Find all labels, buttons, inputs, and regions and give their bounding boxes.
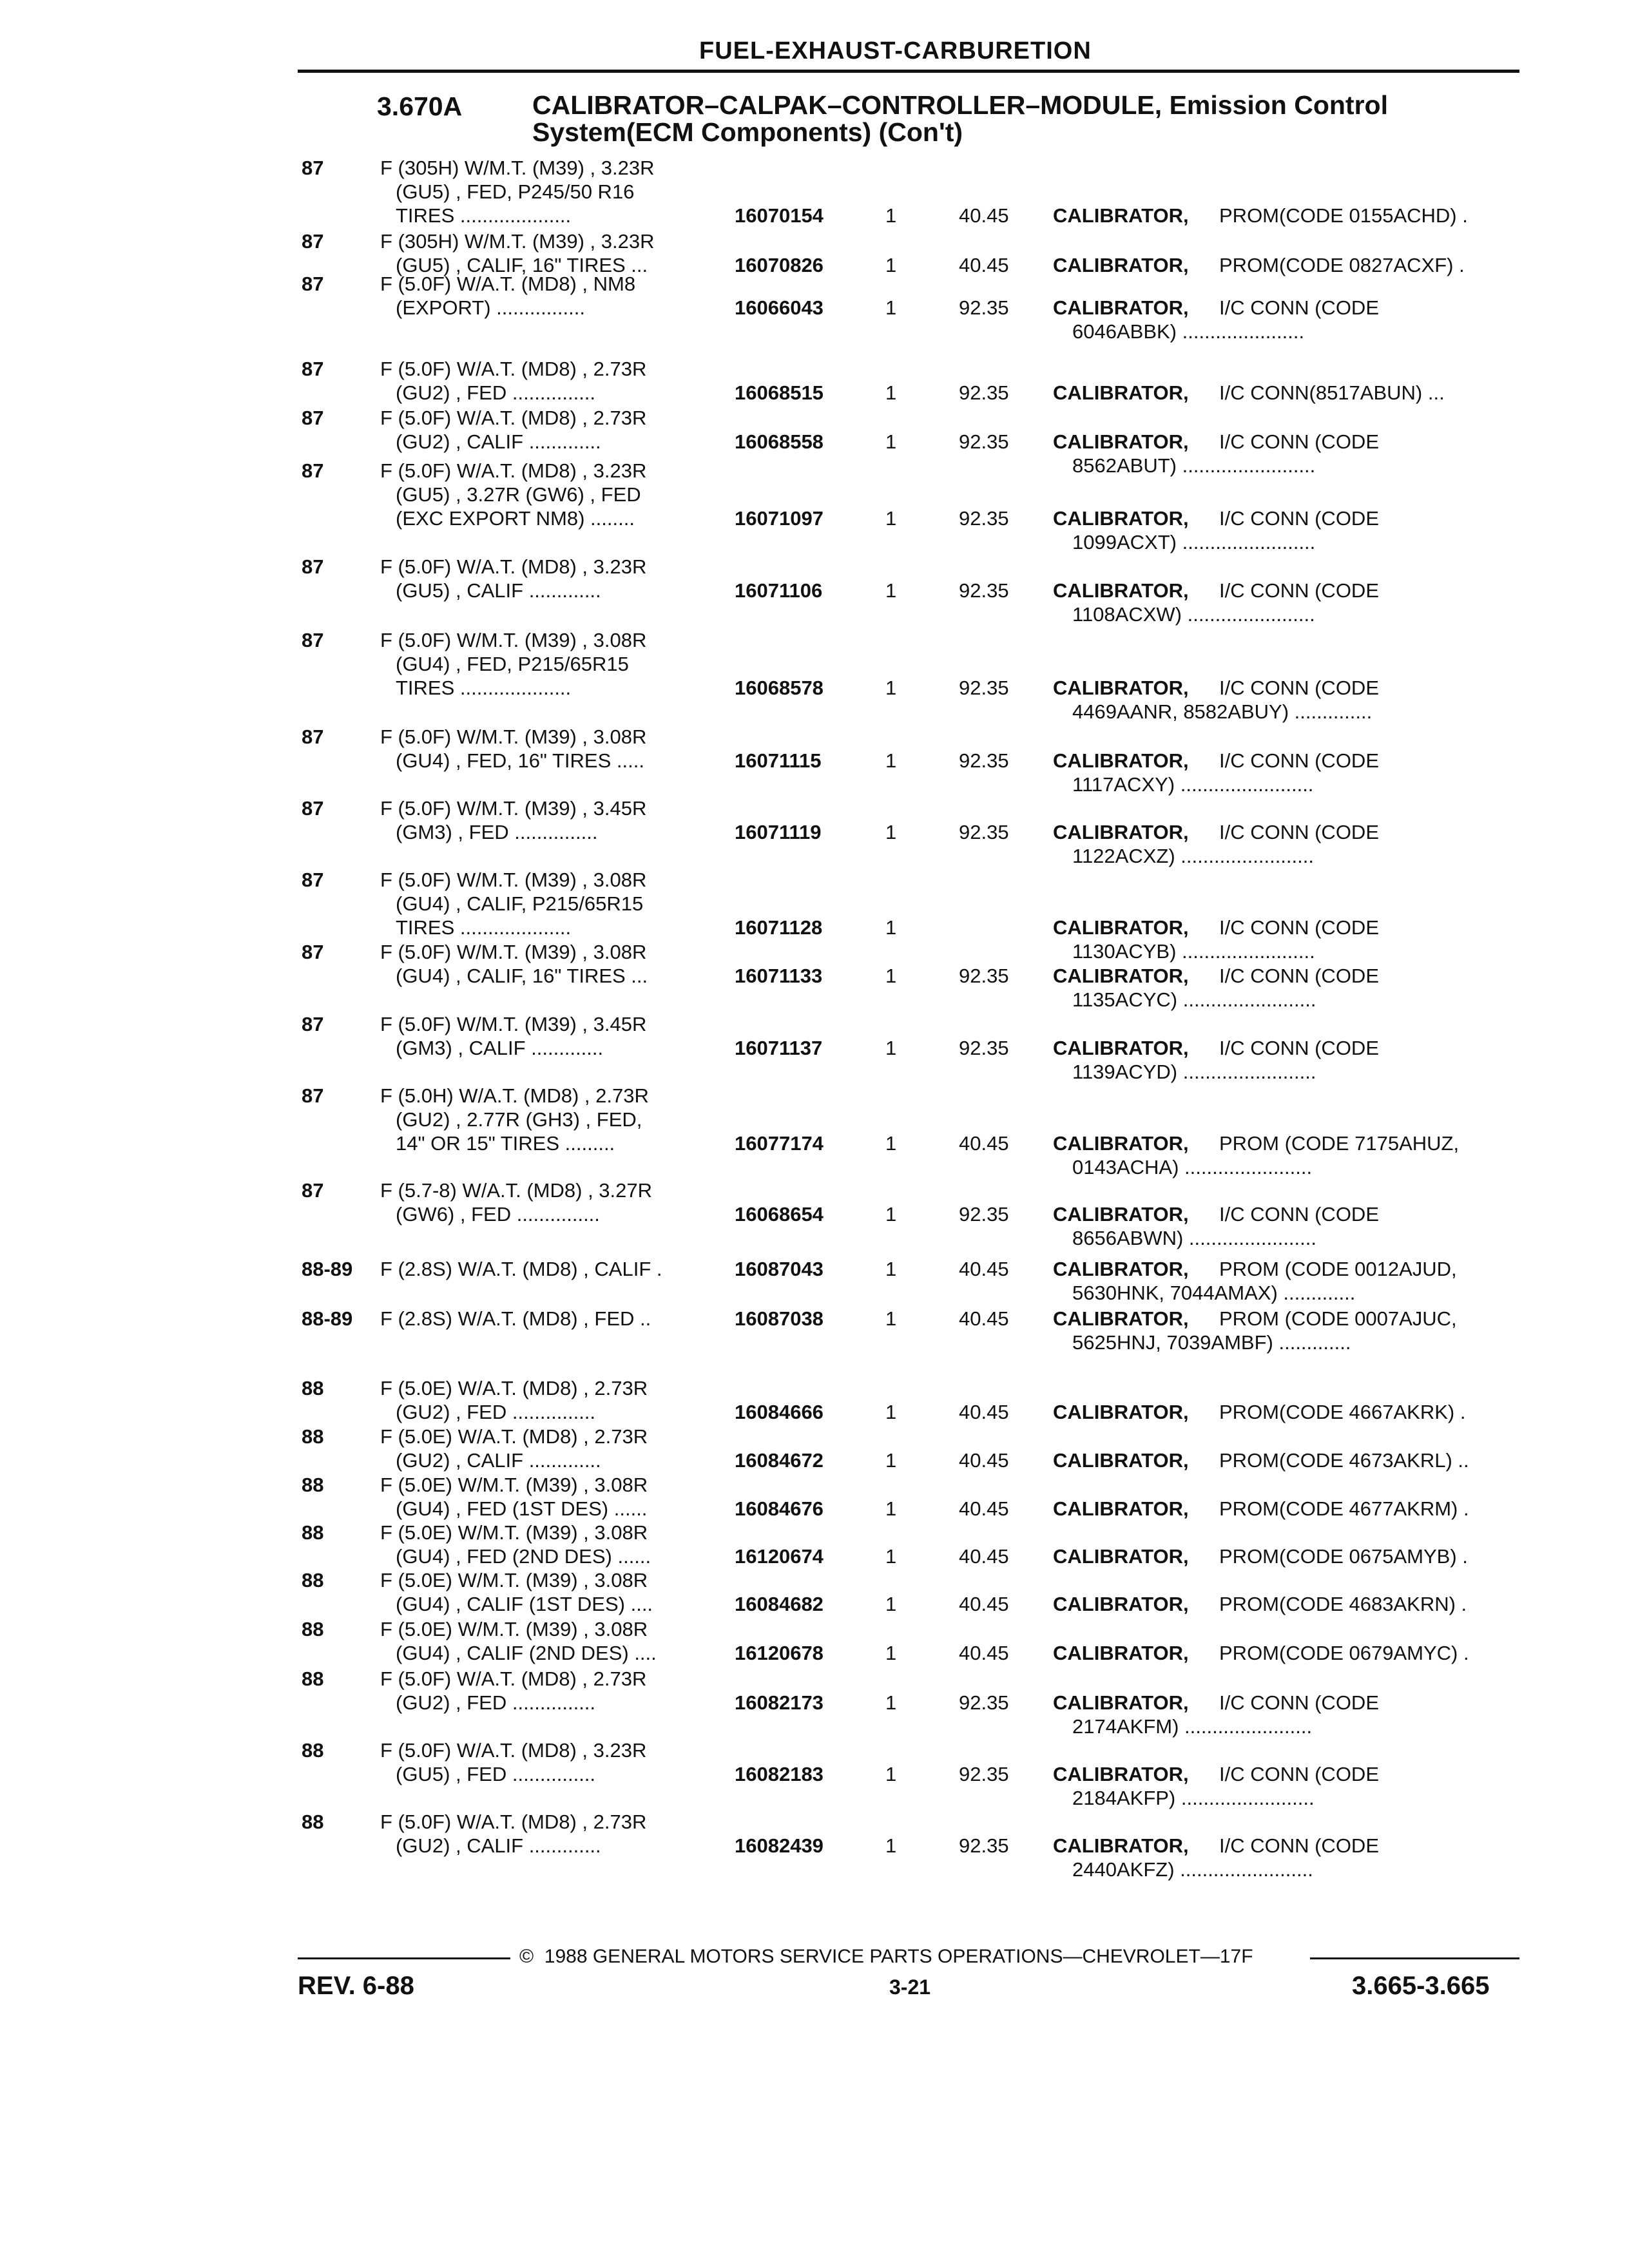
row-part-number: 16084682 xyxy=(735,1593,824,1615)
row-price: 40.45 xyxy=(959,1449,1009,1472)
row-description-line: (GU2) , 2.77R (GH3) , FED, xyxy=(396,1108,642,1131)
footer-section-range: 3.665-3.665 xyxy=(1352,1972,1490,2000)
row-quantity: 1 xyxy=(885,1691,897,1714)
row-quantity: 1 xyxy=(885,965,897,987)
row-quantity: 1 xyxy=(885,507,897,530)
row-part-name: CALIBRATOR, xyxy=(1053,1497,1189,1520)
row-quantity: 1 xyxy=(885,1307,897,1330)
row-part-name: CALIBRATOR, xyxy=(1053,430,1189,453)
row-year: 87 xyxy=(302,407,324,429)
row-part-name: CALIBRATOR, xyxy=(1053,1449,1189,1472)
row-part-detail: PROM(CODE 0679AMYC) . xyxy=(1219,1642,1469,1664)
row-part-name: CALIBRATOR, xyxy=(1053,1203,1189,1225)
row-description-line: (GU4) , FED (1ST DES) ...... xyxy=(396,1497,648,1520)
row-description-line: (GU4) , CALIF (2ND DES) .... xyxy=(396,1642,657,1664)
row-part-number: 16084676 xyxy=(735,1497,824,1520)
row-year: 88 xyxy=(302,1474,324,1496)
row-part-name: CALIBRATOR, xyxy=(1053,916,1189,939)
row-quantity: 1 xyxy=(885,1763,897,1785)
row-part-number: 16084672 xyxy=(735,1449,824,1472)
row-description-line: (GU4) , FED, 16" TIRES ..... xyxy=(396,749,644,772)
row-description-line: F (5.0F) W/A.T. (MD8) , 3.23R xyxy=(380,1739,647,1762)
row-description-line: (GU4) , FED, P215/65R15 xyxy=(396,653,629,675)
row-part-detail: 1099ACXT) ........................ xyxy=(1072,531,1316,553)
row-description-line: (GU5) , 3.27R (GW6) , FED xyxy=(396,483,641,506)
row-part-detail: 2184AKFP) ........................ xyxy=(1072,1787,1315,1809)
row-description-line: (EXC EXPORT NM8) ........ xyxy=(396,507,635,530)
row-description-line: F (5.7-8) W/A.T. (MD8) , 3.27R xyxy=(380,1179,653,1202)
row-part-number: 16084666 xyxy=(735,1401,824,1423)
row-description-line: (GU5) , FED ............... xyxy=(396,1763,596,1785)
row-price: 40.45 xyxy=(959,1307,1009,1330)
row-part-detail: I/C CONN (CODE xyxy=(1219,1834,1379,1857)
row-part-detail: I/C CONN (CODE xyxy=(1219,579,1379,602)
row-part-detail: 4469AANR, 8582ABUY) .............. xyxy=(1072,700,1373,723)
row-part-number: 16070826 xyxy=(735,254,824,276)
row-quantity: 1 xyxy=(885,916,897,939)
row-part-name: CALIBRATOR, xyxy=(1053,1545,1189,1568)
row-part-number: 16087038 xyxy=(735,1307,824,1330)
row-part-name: CALIBRATOR, xyxy=(1053,1132,1189,1155)
row-description-line: (GU4) , FED (2ND DES) ...... xyxy=(396,1545,651,1568)
row-year: 88-89 xyxy=(302,1258,353,1280)
row-quantity: 1 xyxy=(885,204,897,227)
row-part-number: 16071137 xyxy=(735,1037,823,1059)
row-price: 40.45 xyxy=(959,204,1009,227)
row-part-number: 16077174 xyxy=(735,1132,824,1155)
row-description-line: (GU5) , FED, P245/50 R16 xyxy=(396,180,635,203)
row-part-detail: I/C CONN (CODE xyxy=(1219,1203,1379,1225)
row-part-detail: 1108ACXW) ....................... xyxy=(1072,603,1315,626)
row-part-name: CALIBRATOR, xyxy=(1053,1401,1189,1423)
row-part-detail: PROM (CODE 7175AHUZ, xyxy=(1219,1132,1460,1155)
row-part-detail: I/C CONN (CODE xyxy=(1219,821,1379,843)
row-quantity: 1 xyxy=(885,677,897,699)
row-description-line: F (5.0H) W/A.T. (MD8) , 2.73R xyxy=(380,1084,649,1107)
row-description-line: F (5.0F) W/M.T. (M39) , 3.45R xyxy=(380,1013,647,1035)
row-description-line: (GU4) , CALIF, 16" TIRES ... xyxy=(396,965,648,987)
row-part-number: 16082173 xyxy=(735,1691,824,1714)
row-description-line: F (5.0F) W/M.T. (M39) , 3.45R xyxy=(380,797,647,820)
row-part-detail: 8656ABWN) ....................... xyxy=(1072,1227,1316,1249)
row-description-line: F (5.0F) W/A.T. (MD8) , 2.73R xyxy=(380,358,647,380)
row-part-name: CALIBRATOR, xyxy=(1053,749,1189,772)
row-part-detail: I/C CONN (CODE xyxy=(1219,965,1379,987)
row-part-name: CALIBRATOR, xyxy=(1053,965,1189,987)
row-description-line: (GU4) , CALIF (1ST DES) .... xyxy=(396,1593,653,1615)
row-year: 88 xyxy=(302,1569,324,1591)
row-part-number: 16071128 xyxy=(735,916,823,939)
row-year: 88 xyxy=(302,1425,324,1448)
row-part-number: 16087043 xyxy=(735,1258,824,1280)
row-year: 87 xyxy=(302,273,324,295)
row-description-line: (GU4) , CALIF, P215/65R15 xyxy=(396,892,644,915)
row-price: 92.35 xyxy=(959,579,1009,602)
row-year: 88-89 xyxy=(302,1307,353,1330)
row-quantity: 1 xyxy=(885,430,897,453)
row-description-line: (GU2) , FED ............... xyxy=(396,1401,596,1423)
row-description-line: (GU2) , FED ............... xyxy=(396,1691,596,1714)
row-part-name: CALIBRATOR, xyxy=(1053,677,1189,699)
row-description-line: F (5.0E) W/M.T. (M39) , 3.08R xyxy=(380,1474,648,1496)
row-part-detail: 1117ACXY) ........................ xyxy=(1072,773,1314,796)
row-part-number: 16071097 xyxy=(735,507,824,530)
row-part-detail: I/C CONN (CODE xyxy=(1219,430,1379,453)
row-description-line: (GU2) , CALIF ............. xyxy=(396,1449,601,1472)
row-price: 92.35 xyxy=(959,1203,1009,1225)
row-description-line: (GU2) , CALIF ............. xyxy=(396,430,601,453)
row-part-number: 16068558 xyxy=(735,430,824,453)
row-part-number: 16070154 xyxy=(735,204,824,227)
row-part-detail: I/C CONN (CODE xyxy=(1219,507,1379,530)
row-part-detail: 1139ACYD) ........................ xyxy=(1072,1061,1316,1083)
row-part-detail: 5630HNK, 7044AMAX) ............. xyxy=(1072,1282,1356,1304)
row-part-name: CALIBRATOR, xyxy=(1053,1258,1189,1280)
row-year: 87 xyxy=(302,726,324,748)
row-part-name: CALIBRATOR, xyxy=(1053,1642,1189,1664)
row-part-number: 16071115 xyxy=(735,749,822,772)
row-description-line: F (2.8S) W/A.T. (MD8) , FED .. xyxy=(380,1307,651,1330)
row-year: 87 xyxy=(302,157,324,179)
row-part-detail: I/C CONN (CODE xyxy=(1219,1763,1379,1785)
row-year: 87 xyxy=(302,1013,324,1035)
row-description-line: F (5.0E) W/M.T. (M39) , 3.08R xyxy=(380,1618,648,1640)
row-part-detail: 1130ACYB) ........................ xyxy=(1072,940,1315,963)
row-quantity: 1 xyxy=(885,1593,897,1615)
row-part-detail: I/C CONN (CODE xyxy=(1219,1037,1379,1059)
row-price: 92.35 xyxy=(959,1834,1009,1857)
row-year: 87 xyxy=(302,1084,324,1107)
row-part-detail: PROM (CODE 0007AJUC, xyxy=(1219,1307,1457,1330)
row-quantity: 1 xyxy=(885,1642,897,1664)
row-part-number: 16120678 xyxy=(735,1642,824,1664)
row-part-number: 16071133 xyxy=(735,965,823,987)
row-year: 87 xyxy=(302,358,324,380)
row-description-line: F (5.0F) W/M.T. (M39) , 3.08R xyxy=(380,726,647,748)
row-description-line: F (5.0F) W/A.T. (MD8) , NM8 xyxy=(380,273,636,295)
section-title: CALIBRATOR–CALPAK–CONTROLLER–MODULE, Emission Control System(ECM Components) (Con't) xyxy=(532,90,1388,147)
row-year: 87 xyxy=(302,941,324,963)
row-part-number: 16082439 xyxy=(735,1834,824,1857)
row-part-name: CALIBRATOR, xyxy=(1053,1037,1189,1059)
row-quantity: 1 xyxy=(885,1037,897,1059)
footer-rule-right xyxy=(1310,1957,1519,1959)
row-part-detail: I/C CONN (CODE xyxy=(1219,296,1379,319)
row-year: 87 xyxy=(302,1179,324,1202)
row-part-detail: I/C CONN (CODE xyxy=(1219,916,1379,939)
row-part-detail: PROM(CODE 4677AKRM) . xyxy=(1219,1497,1469,1520)
row-part-name: CALIBRATOR, xyxy=(1053,254,1189,276)
row-description-line: TIRES .................... xyxy=(396,677,572,699)
row-part-detail: PROM (CODE 0012AJUD, xyxy=(1219,1258,1457,1280)
row-part-name: CALIBRATOR, xyxy=(1053,1307,1189,1330)
row-quantity: 1 xyxy=(885,1258,897,1280)
row-quantity: 1 xyxy=(885,381,897,404)
row-price: 40.45 xyxy=(959,1545,1009,1568)
row-year: 87 xyxy=(302,629,324,651)
footer-copyright: © 1988 GENERAL MOTORS SERVICE PARTS OPERATIONS—CHEVROLET—17F xyxy=(519,1946,1253,1967)
row-part-name: CALIBRATOR, xyxy=(1053,579,1189,602)
row-description-line: F (5.0F) W/A.T. (MD8) , 2.73R xyxy=(380,407,647,429)
row-description-line: F (5.0F) W/A.T. (MD8) , 3.23R xyxy=(380,459,647,482)
row-description-line: TIRES .................... xyxy=(396,916,572,939)
row-part-detail: 6046ABBK) ...................... xyxy=(1072,320,1305,343)
row-price: 92.35 xyxy=(959,381,1009,404)
row-quantity: 1 xyxy=(885,296,897,319)
row-price: 92.35 xyxy=(959,507,1009,530)
row-part-number: 16068578 xyxy=(735,677,824,699)
row-quantity: 1 xyxy=(885,1834,897,1857)
row-price: 92.35 xyxy=(959,821,1009,843)
row-part-detail: 2440AKFZ) ........................ xyxy=(1072,1858,1313,1881)
row-part-detail: I/C CONN(8517ABUN) ... xyxy=(1219,381,1445,404)
row-part-name: CALIBRATOR, xyxy=(1053,821,1189,843)
row-year: 88 xyxy=(302,1811,324,1833)
row-part-number: 16071106 xyxy=(735,579,823,602)
row-part-detail: PROM(CODE 0827ACXF) . xyxy=(1219,254,1465,276)
row-part-detail: 1135ACYC) ........................ xyxy=(1072,988,1316,1011)
row-year: 87 xyxy=(302,459,324,482)
row-description-line: (GU2) , CALIF ............. xyxy=(396,1834,601,1857)
row-price: 92.35 xyxy=(959,1037,1009,1059)
row-part-name: CALIBRATOR, xyxy=(1053,1593,1189,1615)
row-description-line: (GU5) , CALIF, 16" TIRES ... xyxy=(396,254,648,276)
row-description-line: F (5.0F) W/M.T. (M39) , 3.08R xyxy=(380,869,647,891)
row-description-line: F (5.0E) W/M.T. (M39) , 3.08R xyxy=(380,1569,648,1591)
row-price: 92.35 xyxy=(959,677,1009,699)
row-quantity: 1 xyxy=(885,579,897,602)
row-description-line: (GU2) , FED ............... xyxy=(396,381,596,404)
row-part-number: 16082183 xyxy=(735,1763,824,1785)
row-price: 92.35 xyxy=(959,1763,1009,1785)
row-part-detail: PROM(CODE 0155ACHD) . xyxy=(1219,204,1468,227)
footer-rule-left xyxy=(298,1957,510,1959)
row-description-line: (GW6) , FED ............... xyxy=(396,1203,600,1225)
row-description-line: F (2.8S) W/A.T. (MD8) , CALIF . xyxy=(380,1258,662,1280)
row-quantity: 1 xyxy=(885,1497,897,1520)
row-part-detail: 2174AKFM) ....................... xyxy=(1072,1715,1313,1738)
row-quantity: 1 xyxy=(885,821,897,843)
row-description-line: (EXPORT) ................ xyxy=(396,296,585,319)
row-price: 92.35 xyxy=(959,296,1009,319)
row-year: 87 xyxy=(302,230,324,253)
row-description-line: (GU5) , CALIF ............. xyxy=(396,579,601,602)
row-price: 40.45 xyxy=(959,1401,1009,1423)
row-year: 88 xyxy=(302,1667,324,1690)
row-description-line: TIRES .................... xyxy=(396,204,572,227)
row-description-line: F (5.0E) W/A.T. (MD8) , 2.73R xyxy=(380,1377,648,1399)
row-part-name: CALIBRATOR, xyxy=(1053,381,1189,404)
row-part-detail: 0143ACHA) ....................... xyxy=(1072,1156,1313,1178)
row-part-number: 16120674 xyxy=(735,1545,824,1568)
row-description-line: F (5.0E) W/M.T. (M39) , 3.08R xyxy=(380,1521,648,1544)
row-part-name: CALIBRATOR, xyxy=(1053,296,1189,319)
row-part-name: CALIBRATOR, xyxy=(1053,1834,1189,1857)
row-part-detail: PROM(CODE 4673AKRL) .. xyxy=(1219,1449,1469,1472)
row-quantity: 1 xyxy=(885,749,897,772)
row-part-name: CALIBRATOR, xyxy=(1053,507,1189,530)
row-year: 88 xyxy=(302,1618,324,1640)
row-year: 87 xyxy=(302,797,324,820)
row-quantity: 1 xyxy=(885,1203,897,1225)
row-year: 88 xyxy=(302,1521,324,1544)
row-part-number: 16068654 xyxy=(735,1203,824,1225)
row-description-line: F (305H) W/M.T. (M39) , 3.23R xyxy=(380,230,655,253)
row-description-line: F (305H) W/M.T. (M39) , 3.23R xyxy=(380,157,655,179)
row-price: 40.45 xyxy=(959,1258,1009,1280)
row-part-detail: 1122ACXZ) ........................ xyxy=(1072,845,1314,867)
row-description-line: (GM3) , CALIF ............. xyxy=(396,1037,604,1059)
row-description-line: F (5.0F) W/A.T. (MD8) , 2.73R xyxy=(380,1667,647,1690)
row-quantity: 1 xyxy=(885,1449,897,1472)
row-price: 40.45 xyxy=(959,1132,1009,1155)
row-description-line: F (5.0E) W/A.T. (MD8) , 2.73R xyxy=(380,1425,648,1448)
row-description-line: 14" OR 15" TIRES ......... xyxy=(396,1132,615,1155)
footer-page-number: 3-21 xyxy=(889,1975,931,1999)
row-part-detail: PROM(CODE 4683AKRN) . xyxy=(1219,1593,1467,1615)
row-price: 92.35 xyxy=(959,1691,1009,1714)
row-part-detail: I/C CONN (CODE xyxy=(1219,677,1379,699)
row-part-detail: 8562ABUT) ........................ xyxy=(1072,454,1316,477)
row-year: 87 xyxy=(302,869,324,891)
row-part-number: 16066043 xyxy=(735,296,824,319)
row-description-line: F (5.0F) W/A.T. (MD8) , 3.23R xyxy=(380,555,647,578)
row-description-line: F (5.0F) W/M.T. (M39) , 3.08R xyxy=(380,941,647,963)
row-description-line: F (5.0F) W/A.T. (MD8) , 2.73R xyxy=(380,1811,647,1833)
footer-revision: REV. 6-88 xyxy=(298,1972,414,2000)
row-quantity: 1 xyxy=(885,1545,897,1568)
row-price: 40.45 xyxy=(959,254,1009,276)
row-part-name: CALIBRATOR, xyxy=(1053,1763,1189,1785)
row-part-number: 16068515 xyxy=(735,381,824,404)
row-price: 40.45 xyxy=(959,1497,1009,1520)
row-part-detail: 5625HNJ, 7039AMBF) ............. xyxy=(1072,1331,1351,1354)
row-part-name: CALIBRATOR, xyxy=(1053,1691,1189,1714)
row-part-detail: PROM(CODE 4667AKRK) . xyxy=(1219,1401,1466,1423)
section-number: 3.670A xyxy=(377,91,463,121)
row-year: 88 xyxy=(302,1739,324,1762)
page-header-title: FUEL-EXHAUST-CARBURETION xyxy=(699,37,1092,64)
row-description-line: (GM3) , FED ............... xyxy=(396,821,598,843)
row-price: 92.35 xyxy=(959,430,1009,453)
row-year: 87 xyxy=(302,555,324,578)
row-price: 92.35 xyxy=(959,965,1009,987)
row-quantity: 1 xyxy=(885,1401,897,1423)
row-quantity: 1 xyxy=(885,1132,897,1155)
row-description-line: F (5.0F) W/M.T. (M39) , 3.08R xyxy=(380,629,647,651)
row-part-detail: I/C CONN (CODE xyxy=(1219,749,1379,772)
row-part-detail: I/C CONN (CODE xyxy=(1219,1691,1379,1714)
row-quantity: 1 xyxy=(885,254,897,276)
row-part-detail: PROM(CODE 0675AMYB) . xyxy=(1219,1545,1468,1568)
row-part-name: CALIBRATOR, xyxy=(1053,204,1189,227)
row-price: 40.45 xyxy=(959,1642,1009,1664)
row-year: 88 xyxy=(302,1377,324,1399)
row-part-number: 16071119 xyxy=(735,821,822,843)
row-price: 92.35 xyxy=(959,749,1009,772)
row-price: 40.45 xyxy=(959,1593,1009,1615)
